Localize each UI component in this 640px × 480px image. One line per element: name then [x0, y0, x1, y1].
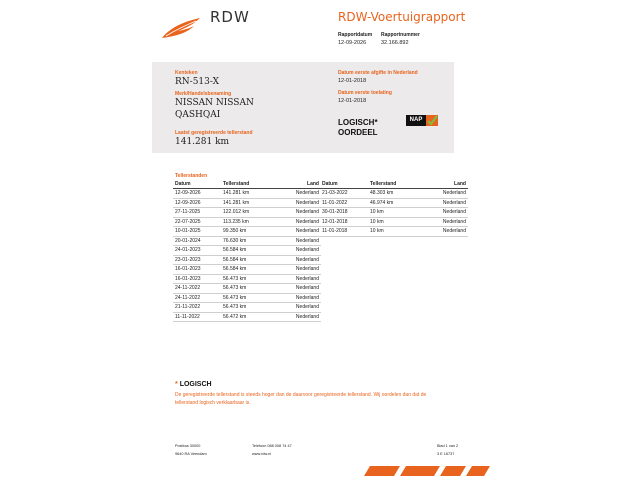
note-title-text: LOGISCH [179, 381, 212, 388]
note-text: De geregistreerde tellerstand is steeds hoger dan de daarvoor geregistreerde tellerstand. Wij oordelen dan dat de tellerstand logisch verklaarbaar is. [175, 392, 427, 406]
row-odometer: 113.235 km [221, 217, 277, 227]
rdw-logo-icon [160, 14, 204, 40]
row-country: Nederland [277, 208, 321, 218]
report-date: 12-09-2026 [338, 40, 367, 46]
row-odometer: 10 km [368, 217, 424, 227]
table-row [173, 208, 321, 218]
row-odometer: 141.281 km [221, 198, 277, 208]
table-row [173, 236, 321, 246]
row-date: 20-01-2024 [173, 236, 221, 246]
row-date: 22-07-2025 [173, 217, 221, 227]
note-star: * [175, 381, 178, 388]
row-country: Nederland [277, 293, 321, 303]
row-date: 27-11-2025 [173, 208, 221, 218]
col-date: Datum [320, 180, 368, 189]
first-admission-nl-label: Datum eerste afgifte in Nederland [338, 70, 418, 76]
row-date: 16-01-2023 [173, 265, 221, 275]
make-model-line2: QASHQAI [175, 110, 221, 120]
row-date: 23-01-2023 [173, 255, 221, 265]
row-odometer: 76.630 km [221, 236, 277, 246]
row-country: Nederland [277, 303, 321, 313]
table-row [173, 284, 321, 294]
row-country: Nederland [424, 208, 468, 218]
row-odometer: 56.473 km [221, 293, 277, 303]
first-admission-label: Datum eerste toelating [338, 90, 392, 96]
row-date: 24-11-2022 [173, 293, 221, 303]
row-country: Nederland [424, 198, 468, 208]
row-date: 12-01-2018 [320, 217, 368, 227]
row-odometer: 10 km [368, 208, 424, 218]
row-odometer: 56.472 km [221, 312, 277, 322]
row-date: 10-01-2025 [173, 227, 221, 237]
row-country: Nederland [277, 217, 321, 227]
table-row [173, 303, 321, 313]
row-odometer: 99.350 km [221, 227, 277, 237]
row-country: Nederland [277, 312, 321, 322]
row-date: 24-01-2023 [173, 246, 221, 256]
row-odometer: 56.584 km [221, 246, 277, 256]
first-admission-nl: 12-01-2018 [338, 78, 367, 84]
col-date: Datum [173, 180, 221, 189]
footer-website: www.rdw.nl [252, 452, 271, 456]
table-row [173, 293, 321, 303]
make-model-line1: NISSAN NISSAN [175, 98, 254, 108]
row-country: Nederland [424, 217, 468, 227]
col-odometer: Tellerstand [221, 180, 277, 189]
col-odometer: Tellerstand [368, 180, 424, 189]
report-number-label: Rapportnummer [381, 32, 420, 38]
row-country: Nederland [277, 246, 321, 256]
table-row [320, 189, 468, 199]
history-title: Tellerstanden [175, 173, 208, 179]
first-admission: 12-01-2018 [338, 98, 367, 104]
row-odometer: 10 km [368, 227, 424, 237]
row-odometer: 46.974 km [368, 198, 424, 208]
row-odometer: 56.584 km [221, 265, 277, 275]
last-odometer-label: Laatst geregistreerde tellerstand [175, 130, 253, 136]
row-odometer: 122.012 km [221, 208, 277, 218]
table-row [320, 198, 468, 208]
table-row [173, 312, 321, 322]
row-odometer: 56.584 km [221, 255, 277, 265]
row-odometer: 141.281 km [221, 189, 277, 199]
row-country: Nederland [277, 198, 321, 208]
row-country: Nederland [424, 189, 468, 199]
nap-check-icon [426, 115, 438, 126]
nap-logo-icon [406, 115, 438, 126]
footer-code: 3 E 16737 [437, 452, 455, 456]
row-date: 24-11-2022 [173, 284, 221, 294]
table-row [320, 227, 468, 237]
footer-phone: Telefoon 088 008 74 47 [252, 444, 292, 448]
table-row [320, 217, 468, 227]
table-row [173, 255, 321, 265]
report-title: RDW-Voertuigrapport [338, 10, 466, 24]
table-row [173, 189, 321, 199]
row-date: 21-11-2022 [173, 303, 221, 313]
row-date: 16-01-2023 [173, 274, 221, 284]
verdict-line1: LOGISCH* [338, 118, 378, 127]
row-odometer: 48.303 km [368, 189, 424, 199]
footer-page: Blad 1 van 2 [437, 444, 459, 448]
row-odometer: 56.473 km [221, 284, 277, 294]
table-row [173, 265, 321, 275]
row-date: 30-01-2018 [320, 208, 368, 218]
row-odometer: 56.473 km [221, 303, 277, 313]
note-title [175, 381, 212, 388]
row-country: Nederland [277, 255, 321, 265]
col-country: Land [277, 180, 321, 189]
row-country: Nederland [277, 274, 321, 284]
row-country: Nederland [277, 189, 321, 199]
logo-text: RDW [210, 8, 250, 26]
table-row [173, 227, 321, 237]
col-country: Land [424, 180, 468, 189]
verdict-line2: OORDEEL [338, 128, 378, 137]
row-date: 12-09-2026 [173, 189, 221, 199]
row-date: 12-09-2026 [173, 198, 221, 208]
table-row [173, 217, 321, 227]
footer-address-2: 9640 RA Veendam [175, 452, 207, 456]
row-date: 11-01-2022 [320, 198, 368, 208]
table-row [173, 246, 321, 256]
row-odometer: 56.473 km [221, 274, 277, 284]
row-country: Nederland [277, 227, 321, 237]
plate: RN-513-X [175, 77, 219, 87]
report-number: 32.166.892 [381, 40, 409, 46]
make-model-label: Merk/Handelsbenaming [175, 91, 232, 97]
nap-logo-text: NAP [406, 115, 426, 126]
row-country: Nederland [277, 284, 321, 294]
table-row [320, 208, 468, 218]
footer-address-1: Postbus 30000 [175, 444, 201, 448]
history-table-right [320, 180, 468, 237]
decorative-stripes-icon [360, 464, 500, 478]
history-table-left [173, 180, 321, 322]
row-date: 11-11-2022 [173, 312, 221, 322]
table-row [173, 274, 321, 284]
row-date: 11-01-2018 [320, 227, 368, 237]
plate-label: Kenteken [175, 70, 198, 76]
last-odometer: 141.281 km [175, 137, 230, 147]
row-country: Nederland [424, 227, 468, 237]
row-country: Nederland [277, 265, 321, 275]
row-date: 21-03-2022 [320, 189, 368, 199]
report-date-label: Rapportdatum [338, 32, 373, 38]
table-row [173, 198, 321, 208]
row-country: Nederland [277, 236, 321, 246]
